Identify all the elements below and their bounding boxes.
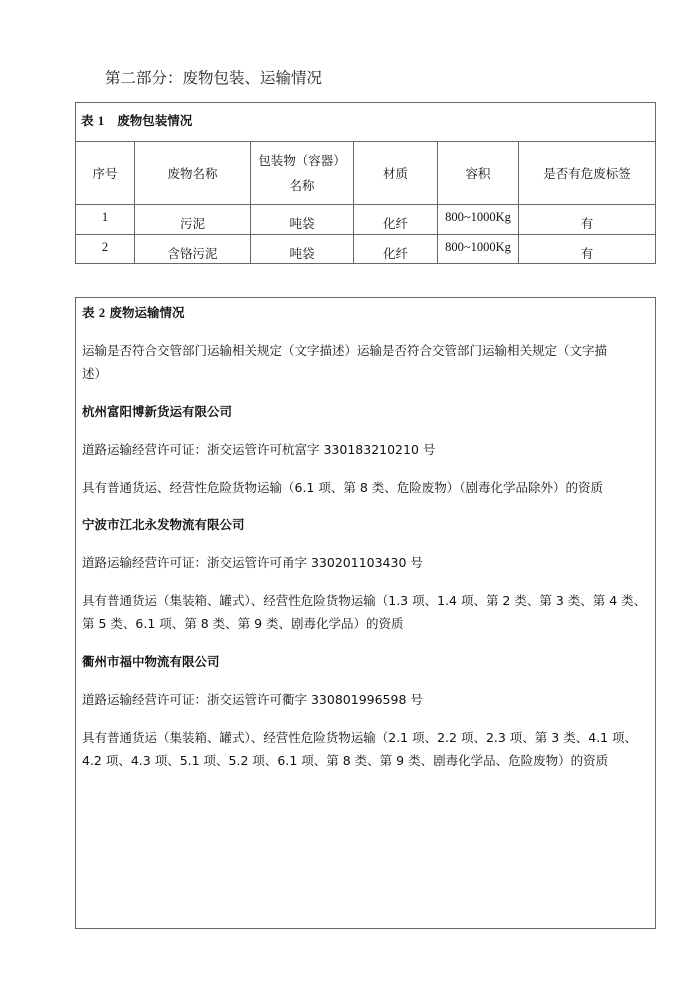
transport-table — [75, 297, 656, 929]
company-qualification: 具有普通货运（集装箱、罐式）、经营性危险货物运输（2.1 项、2.2 项、2.3 项、第 3 类、4.1 项、 — [82, 730, 638, 745]
cell-waste-name: 污泥 — [135, 205, 251, 234]
table-title-number: 1 — [97, 114, 105, 128]
company-name: 宁波市江北永发物流有限公司 — [82, 517, 245, 532]
header-waste-name: 废物名称 — [135, 142, 251, 204]
header-container-line1: 包装物（容器） — [258, 153, 346, 168]
table-title-text: 废物运输情况 — [109, 305, 185, 320]
cell-material: 化纤 — [354, 205, 438, 234]
cell-waste-name: 含铬污泥 — [135, 235, 251, 264]
table-title-number: 2 — [98, 306, 106, 320]
cell-material: 化纤 — [354, 235, 438, 264]
table-title-prefix: 表 — [81, 113, 94, 128]
transport-table-title — [82, 301, 649, 325]
cell-volume: 800~1000Kg — [438, 205, 519, 234]
cell-hazard-label: 有 — [580, 216, 594, 231]
header-container-line2: 名称 — [289, 178, 315, 193]
company-name: 衢州市福中物流有限公司 — [82, 654, 220, 669]
description-line: 述） — [82, 366, 108, 381]
packaging-table-title — [76, 103, 655, 142]
company-qualification: 具有普通货运（集装箱、罐式）、经营性危险货物运输（1.3 项、1.4 项、第 2 类、第 3 类、第 4 类、 — [82, 593, 647, 608]
company-qualification: 4.2 项、4.3 项、5.1 项、5.2 项、6.1 项、第 8 类、第 9 类、剧毒化学品、危险废物）的资质 — [82, 753, 609, 768]
description-line: 运输是否符合交管部门运输相关规定（文字描述）运输是否符合交管部门运输相关规定（文字描 — [82, 343, 608, 358]
cell-no: 1 — [76, 205, 135, 234]
header-container — [251, 142, 354, 204]
header-hazard-label: 是否有危废标签 — [543, 165, 631, 181]
company-license: 道路运输经营许可证：浙交运管许可衢字 330801996598 号 — [82, 692, 423, 707]
table-title-prefix: 表 — [82, 305, 95, 320]
table-row — [76, 235, 655, 264]
table-title-text: 废物包装情况 — [117, 113, 193, 128]
header-material: 材质 — [354, 142, 438, 204]
header-volume: 容积 — [438, 142, 519, 204]
cell-container: 吨袋 — [251, 235, 354, 264]
table-header-row — [76, 142, 655, 205]
company-license: 道路运输经营许可证：浙交运管许可甬字 330201103430 号 — [82, 555, 423, 570]
section-heading: 第二部分：废物包装、运输情况 — [105, 69, 323, 87]
company-name: 杭州富阳博新货运有限公司 — [82, 404, 233, 419]
company-qualification: 具有普通货运、经营性危险货物运输（6.1 项、第 8 类、危险废物）（剧毒化学品除外）的资质 — [82, 480, 604, 495]
cell-no: 2 — [76, 235, 135, 264]
company-license: 道路运输经营许可证：浙交运管许可杭富字 330183210210 号 — [82, 442, 436, 457]
cell-hazard-label: 有 — [580, 246, 594, 261]
packaging-table — [75, 102, 656, 264]
table-row — [76, 205, 655, 235]
cell-container: 吨袋 — [251, 205, 354, 234]
cell-volume: 800~1000Kg — [438, 235, 519, 264]
company-qualification: 第 5 类、6.1 项、第 8 类、第 9 类、剧毒化学品）的资质 — [82, 616, 404, 631]
header-no: 序号 — [76, 142, 135, 204]
